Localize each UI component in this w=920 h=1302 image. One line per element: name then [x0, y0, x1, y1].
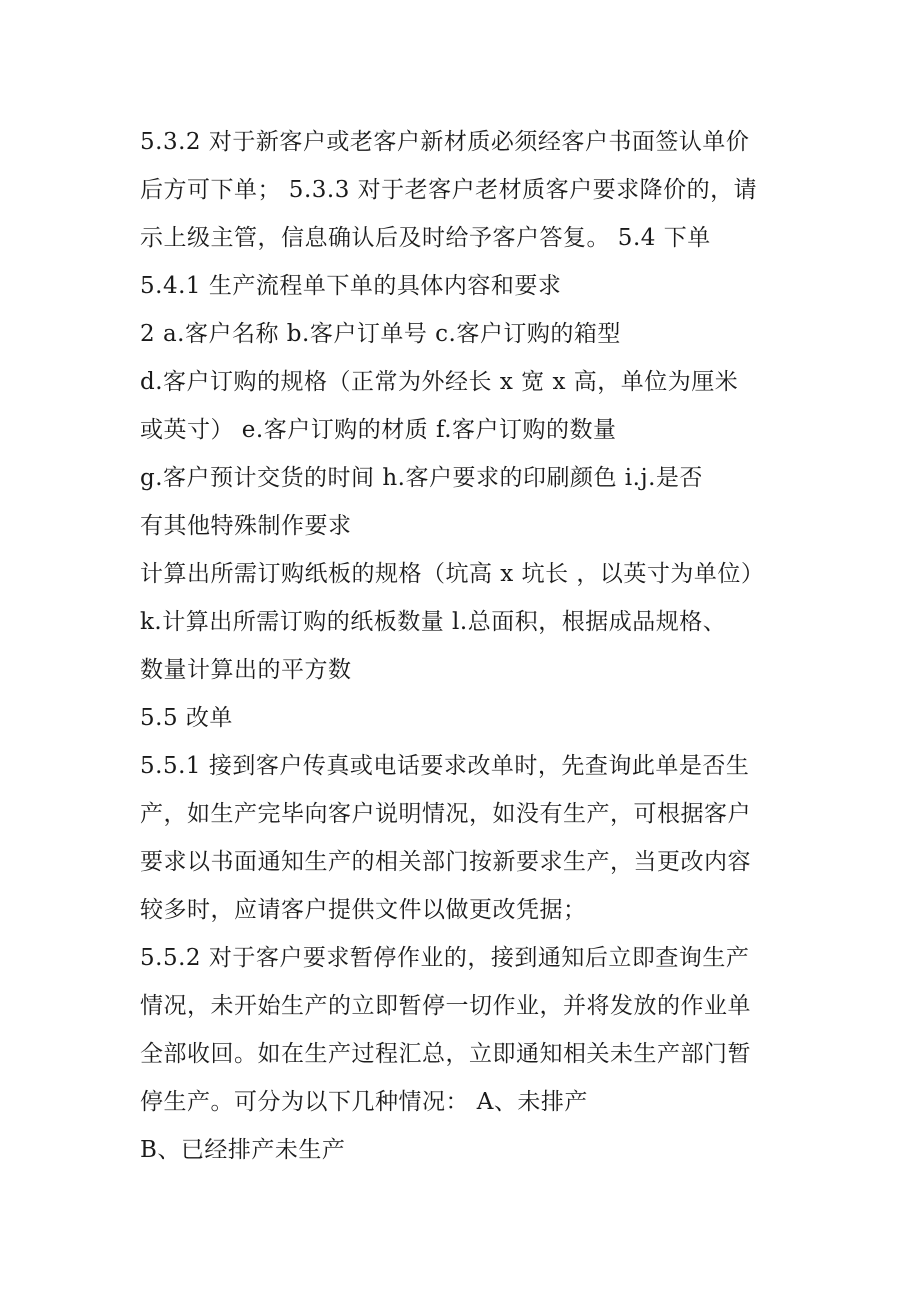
- text-line: 有其他特殊制作要求: [140, 513, 352, 539]
- text-line: 5.5.1 接到客户传真或电话要求改单时，先查询此单是否生: [140, 753, 750, 779]
- text-line: 情况，未开始生产的立即暂停一切作业，并将发放的作业单: [140, 993, 751, 1019]
- text-line: 5.5 改单: [140, 705, 233, 731]
- text-line: B、已经排产未生产: [140, 1137, 346, 1163]
- text-line: g.客户预计交货的时间 h.客户要求的印刷颜色 i.j.是否: [140, 465, 703, 491]
- text-line: 后方可下单； 5.3.3 对于老客户老材质客户要求降价的，请: [140, 177, 758, 203]
- text-line: d.客户订购的规格（正常为外经长 x 宽 x 高，单位为厘米: [140, 369, 739, 395]
- text-line: 计算出所需订购纸板的规格（坑高 x 坑长 ，以英寸为单位）: [140, 561, 765, 587]
- text-line: 2 a.客户名称 b.客户订单号 c.客户订购的箱型: [140, 321, 621, 347]
- text-line: 5.4.1 生产流程单下单的具体内容和要求: [140, 273, 562, 299]
- text-line: 5.5.2 对于客户要求暂停作业的，接到通知后立即查询生产: [140, 945, 750, 971]
- text-line: 停生产。可分为以下几种情况： A、未排产: [140, 1089, 588, 1115]
- text-line: 示上级主管，信息确认后及时给予客户答复。 5.4 下单: [140, 225, 711, 251]
- text-line: k.计算出所需订购的纸板数量 l.总面积，根据成品规格、: [140, 609, 727, 635]
- text-line: 5.3.2 对于新客户或老客户新材质必须经客户书面签认单价: [140, 129, 750, 155]
- document-body: [140, 118, 790, 1174]
- text-line: 数量计算出的平方数: [140, 657, 352, 683]
- text-line: 全部收回。如在生产过程汇总，立即通知相关未生产部门暂: [140, 1041, 751, 1067]
- text-line: 或英寸） e.客户订购的材质 f.客户订购的数量: [140, 417, 617, 443]
- text-line: 要求以书面通知生产的相关部门按新要求生产，当更改内容: [140, 849, 751, 875]
- text-line: 产，如生产完毕向客户说明情况，如没有生产，可根据客户: [140, 801, 751, 827]
- text-line: 较多时，应请客户提供文件以做更改凭据；: [140, 897, 587, 923]
